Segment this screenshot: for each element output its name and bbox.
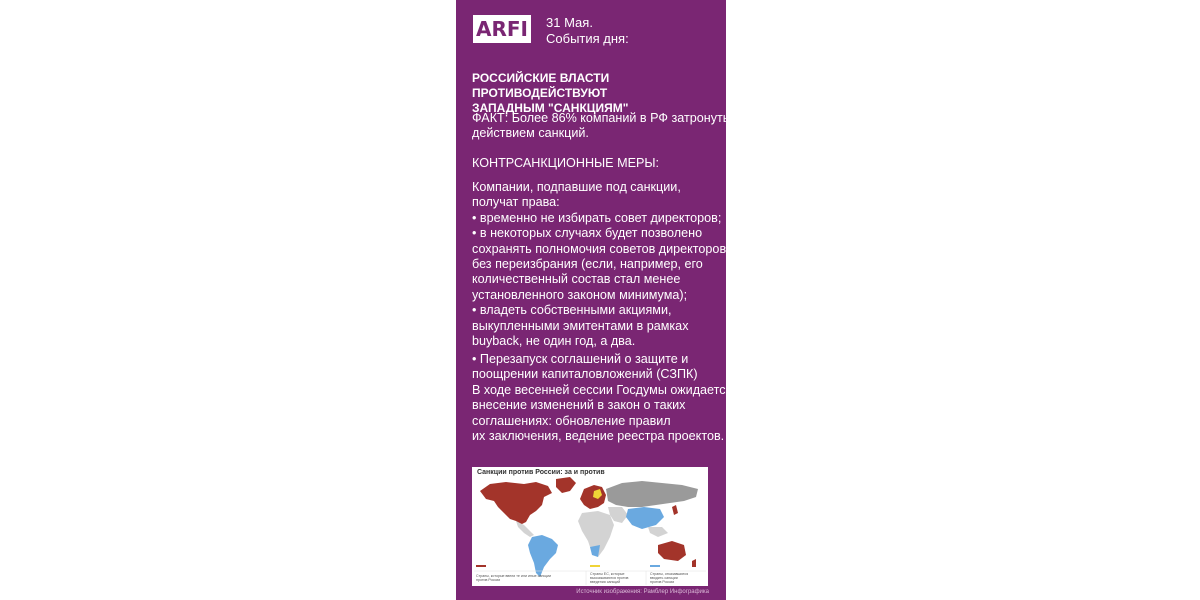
companies-line: buyback, не один год, а два. <box>472 334 636 349</box>
measures-title <box>472 156 720 171</box>
companies-line: выкупленными эмитентами в рамках <box>472 318 689 333</box>
companies-line: получат права: <box>472 195 560 210</box>
australia-region <box>658 541 686 561</box>
north-america-region <box>480 482 552 525</box>
szpk-line: внесение изменений в закон о таких <box>472 398 686 413</box>
fact-line: действием санкций. <box>472 126 589 141</box>
legend-sanctions-line: Страны, которые ввели те или иные санкции <box>476 574 551 578</box>
szpk-line: поощрении капиталовложений (СЗПК) <box>472 367 698 382</box>
companies-paragraph <box>472 180 727 349</box>
events-label: События дня: <box>546 31 629 46</box>
companies-line: • владеть собственными акциями, <box>472 303 672 318</box>
image-source-caption: Источник изображения: Рамблер Инфографика <box>576 589 709 595</box>
news-card <box>456 0 733 600</box>
companies-line: сохранять полномочия советов директоров <box>472 241 727 256</box>
legend-swatch-against <box>590 565 600 567</box>
japan-region <box>672 505 678 515</box>
legend-swatch-sanctions <box>476 565 486 567</box>
asia-refused-region <box>626 507 664 529</box>
headline <box>472 71 720 116</box>
fact-paragraph <box>472 111 732 142</box>
date-label: 31 Мая. <box>546 15 593 30</box>
companies-line: • в некоторых случаях будет позволено <box>472 226 703 241</box>
szpk-line: их заключения, ведение реестра проектов. <box>472 429 725 444</box>
measures-title-text: КОНТРСАНКЦИОННЫЕ МЕРЫ: <box>472 156 660 170</box>
infographic-title: Санкции против России: за и против <box>477 469 605 476</box>
logo-text: ARFI <box>476 17 528 41</box>
date-block <box>546 15 629 47</box>
szpk-line: • Перезапуск соглашений о защите и <box>472 352 689 366</box>
companies-line: Компании, подпавшие под санкции, <box>472 180 681 194</box>
legend-refused-line: Страны, отказавшиеся <box>650 572 689 576</box>
companies-line: количественный состав стал менее <box>472 272 681 287</box>
legend-against-line: Страны ЕС, которые <box>590 572 625 576</box>
companies-line: • временно не избирать совет директоров; <box>472 210 722 225</box>
companies-line: без переизбрания (если, например, его <box>472 257 703 272</box>
companies-line: установленного законом минимума); <box>472 287 688 302</box>
south-america-region <box>528 535 558 577</box>
szpk-paragraph <box>472 352 733 444</box>
szpk-line: соглашениях: обновление правил <box>472 413 671 428</box>
szpk-line: В ходе весенней сессии Госдумы ожидается <box>472 382 733 397</box>
southeast-asia-region <box>648 527 668 537</box>
central-america-region <box>516 521 534 537</box>
legend-against-line: высказываются против <box>590 576 629 580</box>
headline-line: РОССИЙСКИЕ ВЛАСТИ ПРОТИВОДЕЙСТВУЮТ <box>472 71 610 100</box>
legend-refused-line: против России <box>650 580 675 584</box>
greenland-region <box>556 477 576 493</box>
headline-line: ЗАПАДНЫМ "САНКЦИЯМ" <box>472 101 629 115</box>
sanctions-map-infographic <box>472 467 708 586</box>
arfi-logo <box>473 15 531 43</box>
legend-sanctions-line: против России <box>476 578 501 582</box>
world-map <box>472 467 708 586</box>
russia-region <box>606 481 698 507</box>
legend-against-line: введения санкций <box>590 580 621 584</box>
fact-line: ФАКТ: Более 86% компаний в РФ затронуты <box>472 111 732 125</box>
new-zealand-region <box>692 559 696 567</box>
legend-swatch-refused <box>650 565 660 567</box>
legend-refused-line: вводить санкции <box>650 576 678 580</box>
